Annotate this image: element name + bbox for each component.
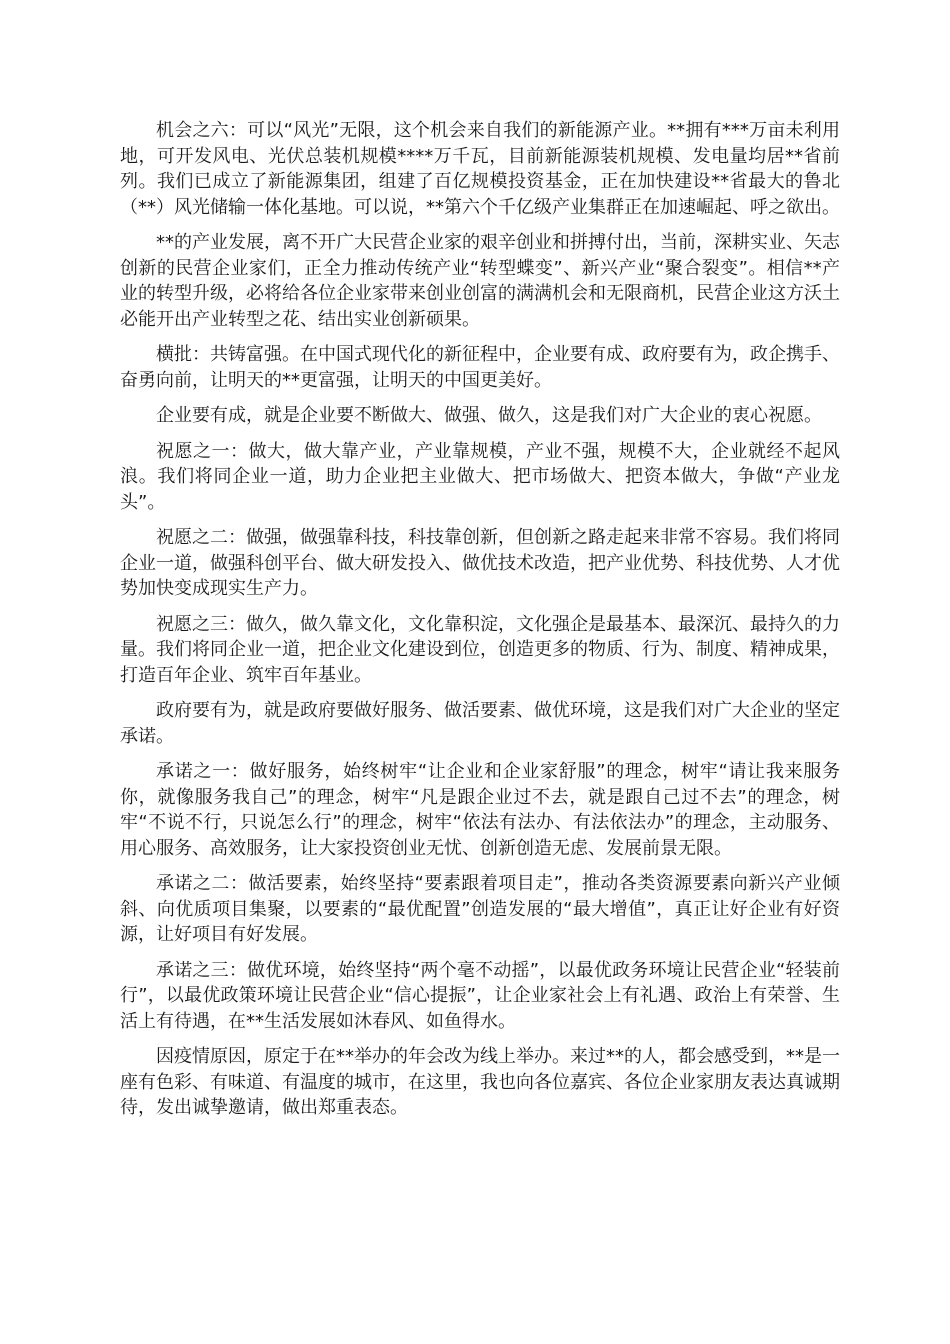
paragraph-4: 企业要有成，就是企业要不断做大、做强、做久，这是我们对广大企业的衷心祝愿。 [156, 405, 822, 426]
paragraph-7: 祝愿之三：做久，做久靠文化，文化靠积淀，文化强企是最基本、最深沉、最持久的力量。我们将同企业一道，把企业文化建设到位，创造更多的物质、行为、制度、精神成果，打造百年企业、筑牢百年基业。 [120, 613, 840, 686]
paragraph-12: 因疫情原因，原定于在**举办的年会改为线上举办。来过**的人，都会感受到，**是一座有色彩、有味道、有温度的城市，在这里，我也向各位嘉宾、各位企业家朋友表达真诚期待，发出诚挚邀请，做出郑重表态。 [120, 1046, 840, 1118]
paragraph-2: **的产业发展，离不开广大民营企业家的艰辛创业和拼搏付出，当前，深耕实业、矢志创新的民营企业家们，正全力推动传统产业“转型蝶变”、新兴产业“聚合裂变”。相信**产业的转型升级，必将给各位企业家带来创业创富的满满机会和无限商机，民营企业这方沃土必能开出产业转型之花、结出实业创新硕果。 [120, 232, 840, 330]
paragraph-8: 政府要有为，就是政府要做好服务、做活要素、做优环境，这是我们对广大企业的坚定承诺。 [120, 700, 840, 747]
paragraph-10: 承诺之二：做活要素，始终坚持“要素跟着项目走”，推动各类资源要素向新兴产业倾斜、向优质项目集聚，以要素的“最优配置”创造发展的“最大增值”，真正让好企业有好资源，让好项目有好发展。 [120, 873, 840, 945]
paragraph-6: 祝愿之二：做强，做强靠科技，科技靠创新，但创新之路走起来非常不容易。我们将同企业一道，做强科创平台、做大研发投入、做优技术改造，把产业优势、科技优势、人才优势加快变成现实生产力。 [120, 527, 840, 599]
paragraph-9: 承诺之一：做好服务，始终树牢“让企业和企业家舒服”的理念，树牢“请让我来服务你，就像服务我自己”的理念，树牢“凡是跟企业过不去，就是跟自己过不去”的理念，树牢“不说不行，只说怎么行”的理念，树牢“依法有法办、有法依法办”的理念，主动服务、用心服务、高效服务，让大家投资创业无忧、创新创造无虑、发展前景无限。 [120, 761, 840, 859]
paragraph-5: 祝愿之一：做大，做大靠产业，产业靠规模，产业不强，规模不大，企业就经不起风浪。我们将同企业一道，助力企业把主业做大、把市场做大、把资本做大，争做“产业龙头”。 [120, 440, 840, 513]
paragraph-11: 承诺之三：做优环境，始终坚持“两个毫不动摇”，以最优政务环境让民营企业“轻装前行”，以最优政策环境让民营企业“信心提振”，让企业家社会上有礼遇、政治上有荣誉、生活上有待遇，在**生活发展如沐春风、如鱼得水。 [120, 959, 840, 1032]
document-page [120, 118, 840, 1131]
paragraph-1: 机会之六：可以“风光”无限，这个机会来自我们的新能源产业。**拥有***万亩未利用地，可开发风电、光伏总装机规模****万千瓦，目前新能源装机规模、发电量均居**省前列。我们已成立了新能源集团，组建了百亿规模投资基金，正在加快建设**省最大的鲁北（**）风光储输一体化基地。可以说，**第六个千亿级产业集群正在加速崛起、呼之欲出。 [120, 120, 840, 218]
paragraph-3: 横批：共铸富强。在中国式现代化的新征程中，企业要有成、政府要有为，政企携手、奋勇向前，让明天的**更富强，让明天的中国更美好。 [120, 344, 840, 391]
